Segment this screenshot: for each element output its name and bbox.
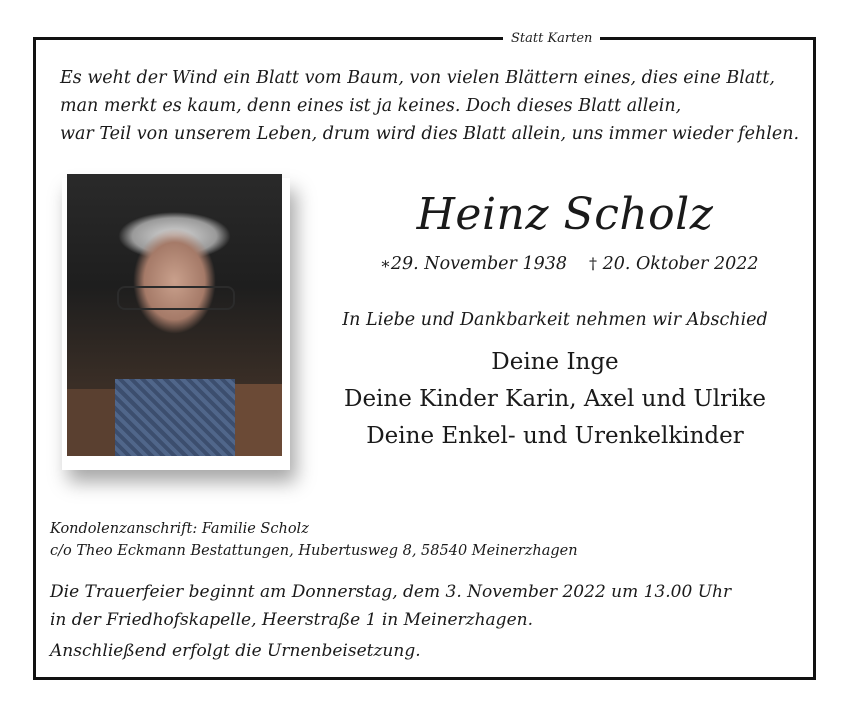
life-dates	[380, 252, 760, 276]
mourner-line: Deine Kinder Karin, Axel und Ulrike	[344, 386, 766, 412]
photo-shirt	[115, 379, 235, 456]
quote-line: war Teil von unserem Leben, drum wird dies Blatt allein, uns immer wieder fehlen.	[60, 124, 800, 144]
service-line: in der Friedhofskapelle, Heerstraße 1 in Meinerzhagen.	[50, 610, 533, 630]
death-date: 20. Oktober 2022	[602, 254, 759, 274]
deceased-name: Heinz Scholz	[416, 189, 714, 240]
service-line: Anschließend erfolgt die Urnenbeisetzung.	[50, 641, 421, 661]
service-line: Die Trauerfeier beginnt am Donnerstag, dem 3. November 2022 um 13.00 Uhr	[50, 582, 732, 602]
birth-date: 29. November 1938	[390, 254, 567, 274]
header-label: Statt Karten	[503, 30, 600, 48]
memorial-quote	[60, 64, 800, 148]
portrait-photo	[67, 174, 282, 456]
cross-icon: †	[588, 254, 597, 273]
farewell-intro: In Liebe und Dankbarkeit nehmen wir Abschied	[342, 310, 768, 330]
quote-line: Es weht der Wind ein Blatt vom Baum, von vielen Blättern eines, dies eine Blatt,	[60, 68, 775, 88]
birth-symbol-icon: ∗	[380, 254, 391, 273]
photo-glasses	[117, 286, 235, 310]
condolence-line: c/o Theo Eckmann Bestattungen, Hubertusweg 8, 58540 Meinerzhagen	[50, 543, 578, 559]
condolence-address	[50, 518, 670, 562]
mourners-list	[320, 344, 790, 455]
mourner-line: Deine Enkel- und Urenkelkinder	[366, 423, 744, 449]
condolence-line: Kondolenzanschrift: Familie Scholz	[50, 521, 309, 537]
service-info	[50, 578, 790, 665]
mourner-line: Deine Inge	[491, 349, 619, 375]
quote-line: man merkt es kaum, denn eines ist ja keines. Doch dieses Blatt allein,	[60, 96, 682, 116]
